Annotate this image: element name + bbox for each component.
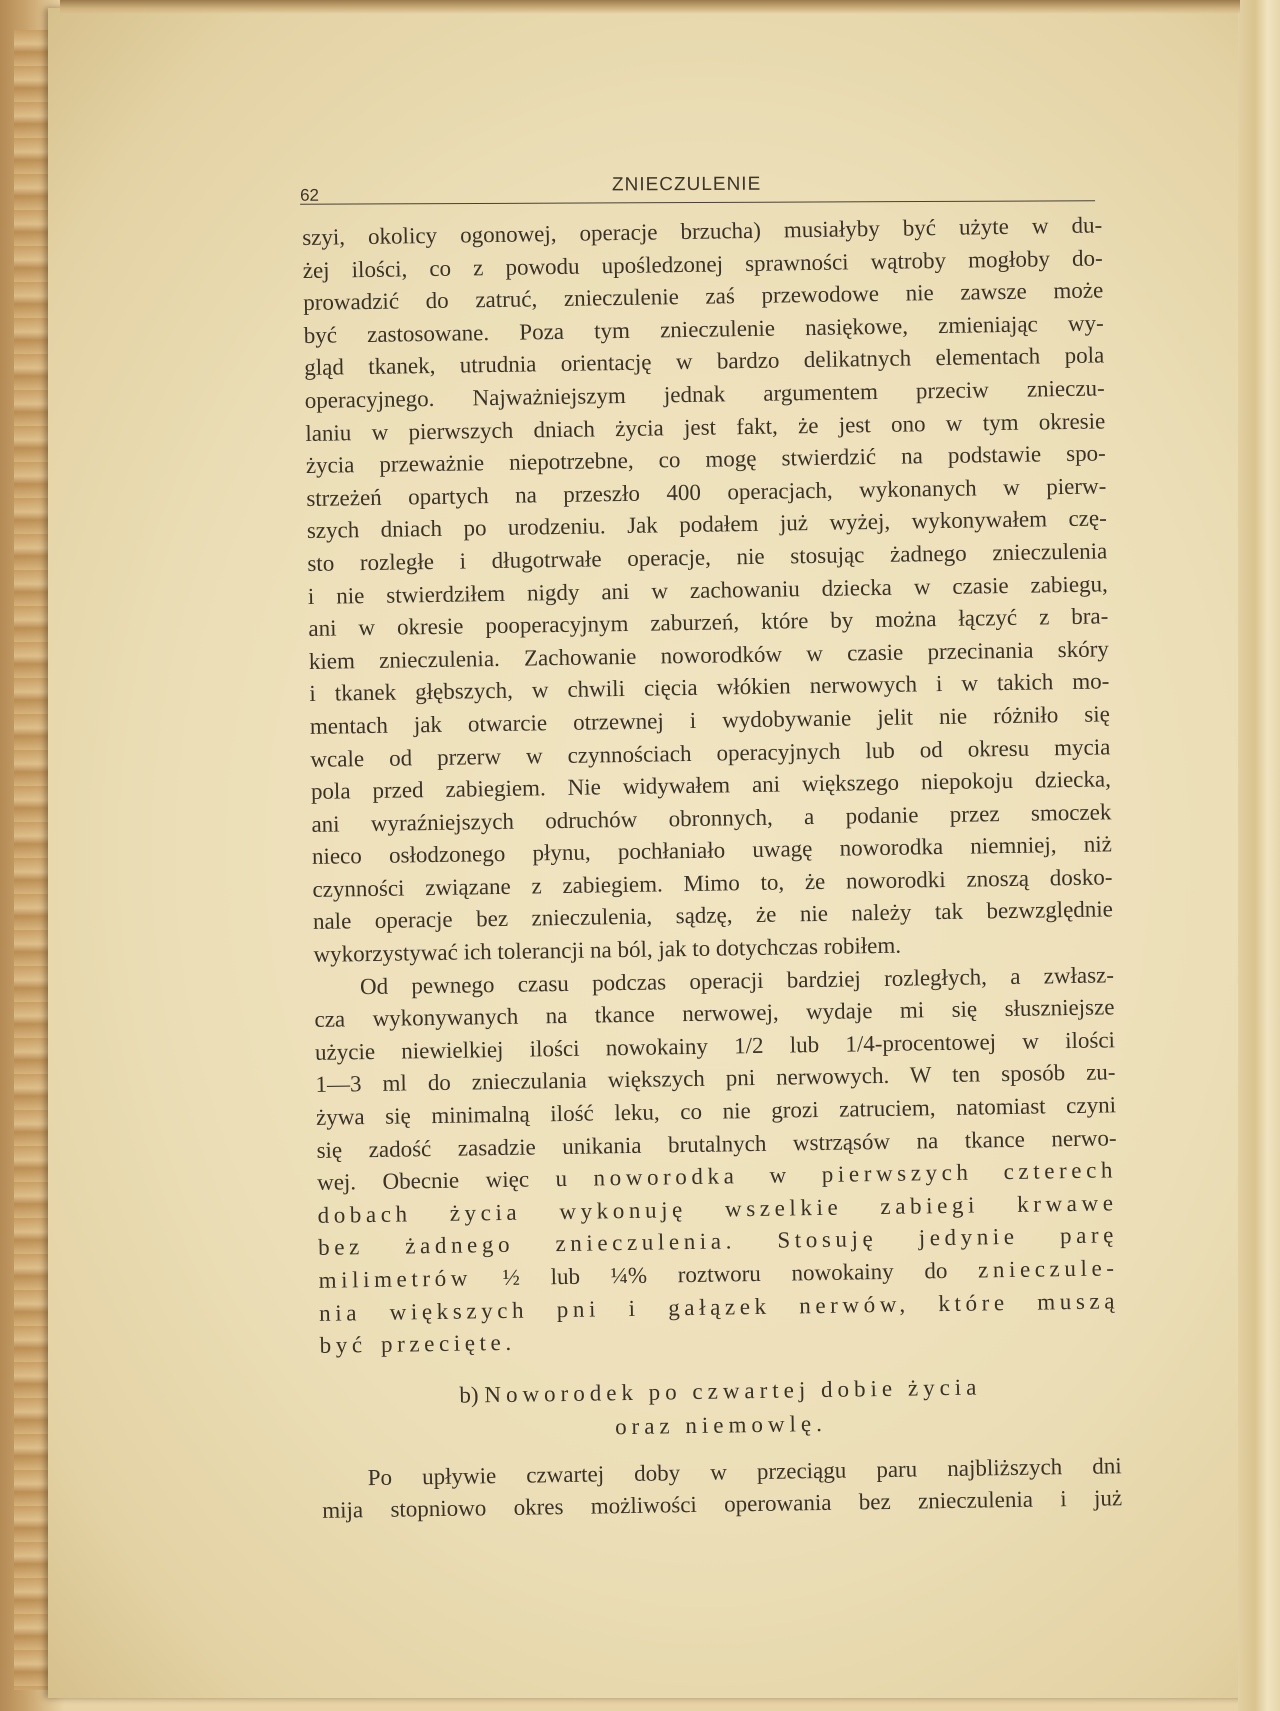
text-line: pola przed zabiegiem. Nie widywałem ani większego niepokoju dziecka, (310, 766, 1112, 805)
text-line: mentach jak otwarcie otrzewnej i wydobywanie jelit nie różniło się (309, 701, 1111, 739)
emphasized-text: milimetrów (318, 1265, 473, 1293)
text-line: użycie niewielkiej ilości nowokainy 1/2 lub 1/4-procentowej w ilości (314, 1027, 1116, 1065)
section-heading-line-2: oraz niemowlę. (614, 1410, 828, 1440)
text-line: nale operacje bez znieczulenia, sądzę, że nie należy tak bezwzględnie (312, 896, 1114, 935)
text-segment: wej. Obecnie więc u (316, 1166, 568, 1196)
text-line: szyi, okolicy ogonowej, operacje brzucha) musiałyby być użyte w du- (302, 212, 1103, 250)
page-number: 62 (299, 185, 320, 205)
text-line: prowadzić do zatruć, znieczulenie zaś przewodowe nie zawsze może (303, 277, 1104, 316)
text-line: wykorzystywać ich tolerancji na ból, jak to dotychczas robiłem. (313, 932, 902, 967)
text-line: życia przeważnie niepotrzebne, co mogę stwierdzić na podstawie spo- (305, 440, 1106, 479)
text-line: żej ilości, co z powodu upośledzonej sprawności wątroby mogłoby do- (302, 245, 1103, 283)
text-line: laniu w pierwszych dniach życia jest fakt, że jest ono w tym okresie (305, 407, 1106, 446)
text-line: szych dniach po urodzeniu. Jak podałem już wyżej, wykonywałem czę- (306, 505, 1107, 544)
text-line: ani wyraźniejszych odruchów obronnych, a podanie przez smoczek (311, 799, 1112, 837)
text-line: 1—3 ml do znieczulania większych pni nerwowych. W ten sposób zu- (315, 1059, 1116, 1098)
text-line: ani w okresie pooperacyjnym zaburzeń, które by można łączyć z bra- (308, 603, 1109, 642)
text-line: żywa się minimalną ilość leku, co nie grozi zatruciem, natomiast czyni (315, 1092, 1117, 1130)
facing-page-edge (1238, 0, 1280, 1711)
text-line: i nie stwierdziłem nigdy ani w zachowaniu dziecka w czasie zabiegu, (307, 570, 1108, 609)
emphasized-text-line: nia większych pni i gałązek nerwów, które muszą (318, 1287, 1120, 1326)
text-line: czynności związane z zabiegiem. Mimo to, że noworodki znoszą dosko- (312, 864, 1113, 902)
text-line: nieco osłodzonego płynu, pochłaniało uwagę noworodka niemniej, niż (311, 831, 1113, 870)
text-line: operacyjnego. Najważniejszym jednak argumentem przeciw znieczu- (304, 375, 1105, 413)
emphasized-text: znieczule- (977, 1255, 1119, 1283)
text-line: i tkanek głębszych, w chwili cięcia włókien nerwowych i w takich mo- (309, 668, 1110, 707)
emphasized-text-line: dobach życia wykonuję wszelkie zabiegi krwawe (317, 1190, 1118, 1228)
text-line: mija stopniowo okres możliwości operowania bez znieczulenia i już (322, 1485, 1123, 1524)
text-line: kiem znieczulenia. Zachowanie noworodków w czasie przecinania skóry (308, 636, 1109, 674)
text-line: Od pewnego czasu podczas operacji bardziej rozległych, a zwłasz- (359, 961, 1115, 999)
running-title: ZNIECZULENIE (611, 173, 762, 196)
emphasized-text: noworodka w pierwszych czterech (593, 1157, 1118, 1191)
page-body (302, 209, 1122, 1527)
section-heading (320, 1368, 1121, 1449)
text-line: wcale od przerw w czynnościach operacyjnych lub od okresu mycia (310, 733, 1111, 772)
paragraph-2 (314, 959, 1120, 1363)
paragraph-3 (321, 1450, 1122, 1528)
text-segment: ½ lub ¼% roztworu nowokainy do (502, 1257, 948, 1290)
text-line: gląd tkanek, utrudnia orientację w bardzo delikatnych elementach pola (304, 342, 1105, 381)
text-line: sto rozległe i długotrwałe operacje, nie stosując żadnego znieczulenia (307, 538, 1108, 576)
text-line: być zastosowane. Poza tym znieczulenie nasiękowe, zmieniając wy- (303, 310, 1104, 348)
text-line: strzeżeń opartych na przeszło 400 operacjach, wykonanych w pierw- (306, 473, 1107, 511)
section-heading-prefix: b) (459, 1382, 479, 1408)
text-line: Po upływie czwartej doby w przeciągu paru najbliższych dni (367, 1453, 1122, 1490)
page-header (300, 166, 1095, 204)
emphasized-text-line: być przecięte. (319, 1329, 516, 1359)
text-line: cza wykonywanych na tkance nerwowej, wydaje mi się słuszniejsze (314, 994, 1115, 1033)
page-top-edge (60, 0, 1240, 14)
paragraph-1 (302, 209, 1114, 971)
section-heading-text: Noworodek po czwartej dobie życia (484, 1374, 982, 1408)
emphasized-text-line: bez żadnego znieczulenia. Stosuję jedynie parę (317, 1222, 1119, 1261)
text-line: się zadość zasadzie unikania brutalnych wstrząsów na tkance nerwo- (316, 1124, 1117, 1163)
